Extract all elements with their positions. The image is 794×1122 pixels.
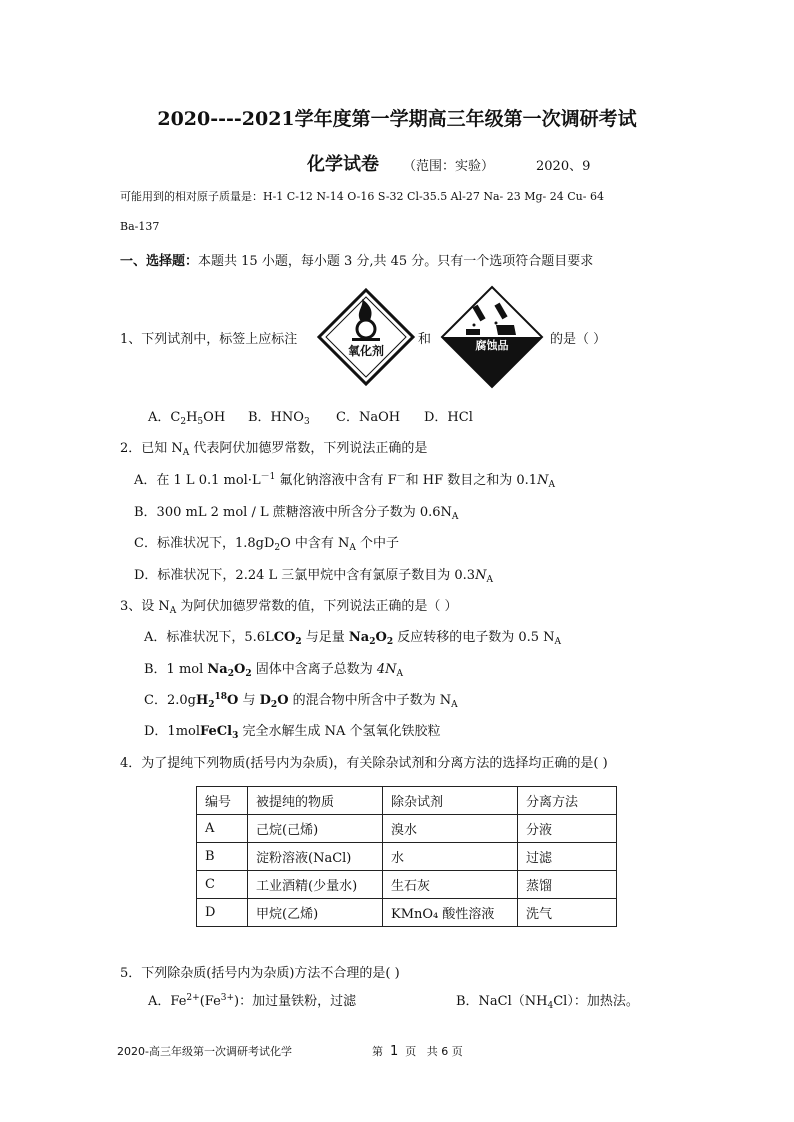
q1-option-d: D．HCl [424, 410, 473, 425]
q3-option-c: C．$2.0gH_2^{18}O$ 与 $D_2O$ 的混合物中所含中子数为 $N_A$ [144, 692, 458, 710]
q2-option-d: D．标准状况下，2.24 L 三氯甲烷中含有氯原子数目为 $0.3N_A$ [134, 568, 493, 585]
table-cell: B [197, 843, 248, 871]
table-cell: 过滤 [518, 843, 617, 871]
subject-line [307, 150, 590, 176]
atomic-masses-line1: 可能用到的相对原子质量是：H-1 C-12 N-14 O-16 S-32 Cl-35.5 Al-27 Na- 23 Mg- 24 Cu- 64 [120, 190, 604, 203]
table-row [197, 871, 617, 899]
table-cell: 生石灰 [383, 871, 518, 899]
q3-stem: 3、设 $N_A$ 为阿伏加德罗常数的值，下列说法正确的是（ ） [120, 599, 458, 616]
table-cell: 工业酒精(少量水) [248, 871, 383, 899]
table-cell: 水 [383, 843, 518, 871]
table-cell: KMnO₄ 酸性溶液 [383, 899, 518, 927]
table-cell: C [197, 871, 248, 899]
corrosive-hazard-icon [440, 285, 544, 389]
q5-option-a: A．$Fe^{2+}(Fe^{3+})$：加过量铁粉，过滤 [148, 993, 357, 1009]
table-header-row [197, 787, 617, 815]
table-cell: 溴水 [383, 815, 518, 843]
section-desc: 本题共 15 小题，每小题 3 分,共 45 分。只有一个选项符合题目要求 [198, 254, 594, 269]
table-header-cell: 分离方法 [518, 787, 617, 815]
q2-stem: 2．已知 $N_A$ 代表阿伏加德罗常数，下列说法正确的是 [120, 441, 428, 458]
q2-option-c: C．标准状况下，$1.8gD_2O$ 中含有 $N_A$ 个中子 [134, 536, 400, 553]
footer-exam-name: 2020-高三年级第一次调研考试化学 [117, 1045, 292, 1058]
oxidizer-hazard-icon [316, 287, 416, 387]
oxidizer-label: 氧化剂 [347, 344, 385, 358]
q3-option-a: A．标准状况下，$5.6LCO_2$ 与足量 $Na_2O_2$ 反应转移的电子数为 0.5 $N_A$ [144, 630, 562, 647]
table-row [197, 843, 617, 871]
q1-and: 和 [418, 332, 432, 347]
q5-option-b: B．$NaCl(NH_4Cl)$：加热法。 [456, 994, 639, 1011]
q1-option-b: B．$HNO_3$ [248, 410, 310, 427]
table-row [197, 899, 617, 927]
q1-option-a: A．$C_2H_5OH$ [148, 410, 226, 427]
q2-option-a: A．在 1 L 0.1 $mol\cdot L^{-1}$ 氟化钠溶液中含有 F－和 HF 数目之和为 $0.1N_A$ [134, 472, 555, 490]
table-header-cell: 编号 [197, 787, 248, 815]
table-cell: 洗气 [518, 899, 617, 927]
subject-title: 化学试卷 [307, 154, 379, 175]
exam-date: 2020、9 [536, 159, 591, 174]
q4-table [196, 786, 617, 927]
table-cell: D [197, 899, 248, 927]
q1-option-c: C．NaOH [336, 410, 401, 425]
table-header-cell: 被提纯的物质 [248, 787, 383, 815]
q3-option-d: D．1molFeCl$_3$ 完全水解生成 NA 个氢氧化铁胶粒 [144, 724, 441, 741]
table-cell: A [197, 815, 248, 843]
table-header-cell: 除杂试剂 [383, 787, 518, 815]
q2-option-b: B．300 mL 2 mol / L 蔗糖溶液中所含分子数为 $0.6N_A$ [134, 505, 459, 522]
q5-stem: 5．下列除杂质(括号内为杂质)方法不合理的是( ) [120, 966, 400, 981]
q4-stem: 4．为了提纯下列物质(括号内为杂质)，有关除杂试剂和分离方法的选择均正确的是( ) [120, 756, 608, 771]
q1-suffix: 的是（ ） [550, 332, 607, 347]
scope-label: （范围：实验） [403, 159, 495, 174]
q1-prefix: 1、下列试剂中，标签上应标注 [120, 332, 298, 347]
section-heading [120, 250, 593, 269]
corrosive-label: 腐蚀品 [475, 339, 509, 352]
q3-option-b: B．1 mol $Na_2O_2$ 固体中含离子总数为 $4N_A$ [144, 662, 403, 679]
table-row [197, 815, 617, 843]
table-cell: 淀粉溶液(NaCl) [248, 843, 383, 871]
table-cell: 蒸馏 [518, 871, 617, 899]
table-cell: 分液 [518, 815, 617, 843]
section-label: 一、选择题： [120, 254, 199, 269]
exam-title: 2020----2021学年度第一学期高三年级第一次调研考试 [157, 108, 637, 130]
table-cell: 己烷(己烯) [248, 815, 383, 843]
atomic-masses-line2: Ba-137 [120, 220, 160, 233]
table-cell: 甲烷(乙烯) [248, 899, 383, 927]
footer-page-number: 第 1 页 共 6 页 [372, 1044, 463, 1059]
